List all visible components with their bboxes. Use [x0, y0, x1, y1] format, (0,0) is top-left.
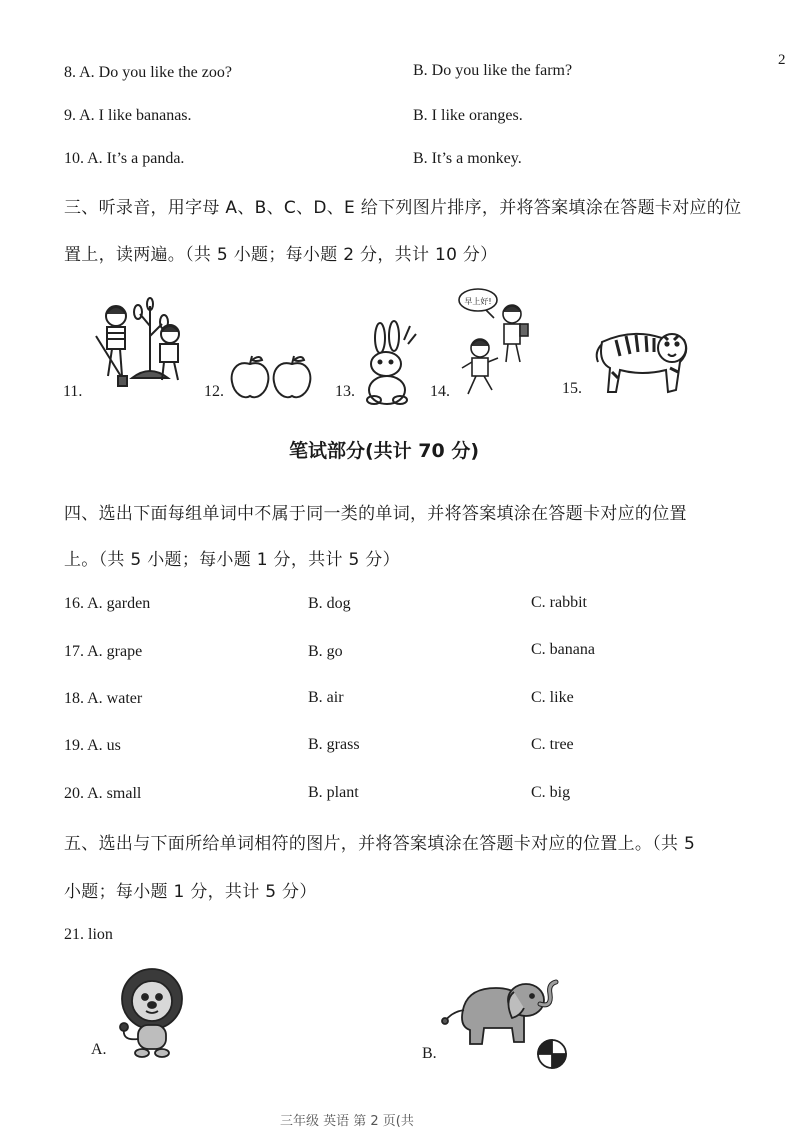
item-9-option-a: 9. A. I like bananas.: [64, 107, 192, 124]
item-8-option-a: 8. A. Do you like the zoo?: [64, 64, 232, 81]
section-3-instruction-line-2: 置上，读两遍。（共 5 小题；每小题 2 分，共计 10 分）: [64, 245, 498, 265]
section-4-instruction-line-1: 四、选出下面每组单词中不属于同一类的单词，并将答案填涂在答题卡对应的位置: [64, 504, 687, 524]
item-19-option-a: 19. A. us: [64, 737, 121, 754]
item-18-option-b: B. air: [308, 689, 344, 706]
item-16-option-c: C. rabbit: [531, 594, 587, 611]
item-17-option-a: 17. A. grape: [64, 643, 143, 660]
page-corner-number: 2: [778, 52, 786, 68]
elephant-with-ball-picture: [440, 976, 576, 1072]
section-4-instruction-line-2: 上。（共 5 小题；每小题 1 分，共计 5 分）: [64, 550, 400, 570]
picture-label-14: 14.: [430, 383, 450, 400]
speech-bubble-text: 早上好!: [464, 297, 492, 306]
item-20-option-c: C. big: [531, 784, 571, 801]
section-5-instruction-line-1: 五、选出与下面所给单词相符的图片，并将答案填涂在答题卡对应的位置上。（共 5: [64, 834, 696, 854]
picture-label-12: 12.: [204, 383, 224, 400]
option-a-label: A.: [91, 1041, 107, 1058]
children-planting-tree-picture: [92, 296, 188, 394]
children-greeting-picture: [458, 286, 542, 400]
question-21: 21. lion: [64, 926, 113, 943]
item-18-option-c: C. like: [531, 689, 574, 706]
rabbit-picture: [360, 320, 418, 406]
item-10-option-b: B. It’s a monkey.: [413, 150, 522, 167]
item-19-option-b: B. grass: [308, 736, 360, 753]
item-19-option-c: C. tree: [531, 736, 574, 753]
item-16-option-a: 16. A. garden: [64, 595, 151, 612]
item-18-option-a: 18. A. water: [64, 690, 143, 707]
picture-label-15: 15.: [562, 380, 582, 397]
item-8-option-b: B. Do you like the farm?: [413, 62, 573, 79]
item-10-option-a: 10. A. It’s a panda.: [64, 150, 185, 167]
page-footer: 三年级 英语 第 2 页(共: [280, 1114, 414, 1129]
written-part-title: 笔试部分(共计 70 分): [289, 440, 480, 462]
item-20-option-a: 20. A. small: [64, 785, 142, 802]
item-17-option-b: B. go: [308, 643, 343, 660]
item-17-option-c: C. banana: [531, 641, 595, 658]
picture-label-11: 11.: [63, 383, 83, 400]
section-5-instruction-line-2: 小题；每小题 1 分，共计 5 分）: [64, 882, 317, 902]
item-16-option-b: B. dog: [308, 595, 351, 612]
lion-picture: [110, 965, 194, 1059]
item-9-option-b: B. I like oranges.: [413, 107, 523, 124]
item-20-option-b: B. plant: [308, 784, 359, 801]
section-3-instruction-line-1: 三、听录音，用字母 A、B、C、D、E 给下列图片排序，并将答案填涂在答题卡对应的位: [64, 198, 742, 218]
tiger-picture: [592, 312, 692, 402]
picture-label-13: 13.: [335, 383, 355, 400]
option-b-label: B.: [422, 1045, 437, 1062]
two-apples-picture: [228, 354, 316, 402]
